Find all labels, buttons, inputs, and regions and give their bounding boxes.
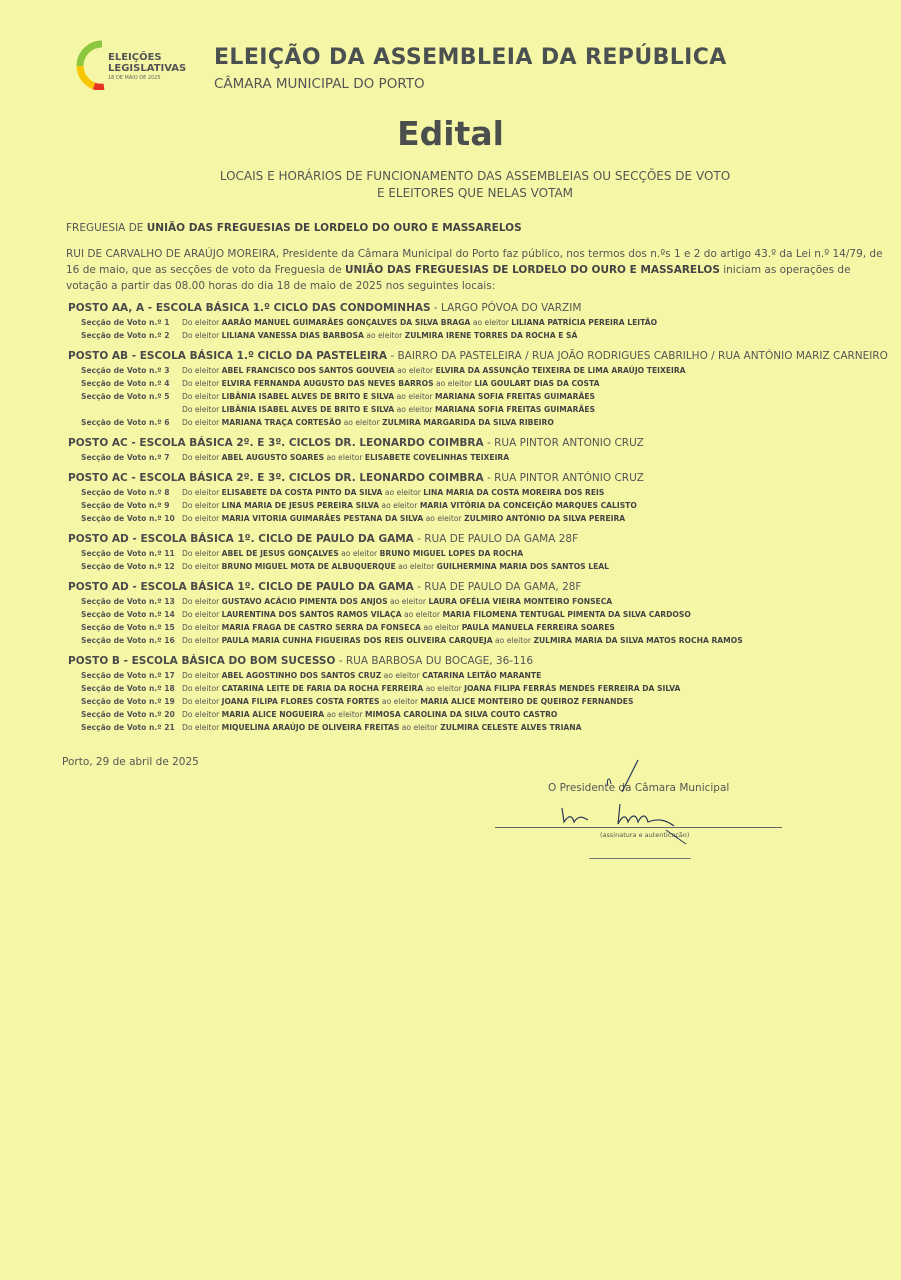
- polling-station: [68, 349, 888, 429]
- voter-range-connector: ao eleitor: [492, 636, 534, 645]
- polling-station-address: - RUA BARBOSA DU BOCAGE, 36-116: [335, 655, 534, 667]
- voter-range-prefix: Do eleitor: [182, 501, 222, 510]
- voter-range-connector: ao eleitor: [394, 392, 436, 401]
- voter-range-connector: ao eleitor: [379, 697, 421, 706]
- voter-range-line: [182, 316, 657, 329]
- voter-to-name: BRUNO MIGUEL LOPES DA ROCHA: [379, 549, 524, 558]
- voter-range-line: [182, 486, 604, 499]
- voter-range: [182, 669, 541, 682]
- voter-range-line: [182, 708, 557, 721]
- voter-range-prefix: Do eleitor: [182, 597, 222, 606]
- voter-range-connector: ao eleitor: [338, 549, 380, 558]
- intro-part-2: iniciam as operações de votação a partir das 08.00 horas do dia 18 de maio de 2025 nos seguintes locais:: [66, 264, 851, 292]
- voter-from-name: MIQUELINA ARAÚJO DE OLIVEIRA FREITAS: [221, 723, 400, 732]
- voter-range-prefix: Do eleitor: [182, 514, 222, 523]
- polling-station: [68, 471, 888, 525]
- voter-range-prefix: Do eleitor: [182, 418, 222, 427]
- intro-freguesia-name: UNIÃO DAS FREGUESIAS DE LORDELO DO OURO E MASSARELOS: [345, 264, 720, 276]
- voter-range-line: [182, 377, 599, 390]
- voter-range: [182, 486, 604, 499]
- voter-range-connector: ao eleitor: [399, 723, 441, 732]
- signature-underline: [589, 858, 691, 859]
- voter-to-name: ELVIRA DA ASSUNÇÃO TEIXEIRA DE LIMA ARAÚJO TEIXEIRA: [435, 366, 686, 375]
- voting-section-label: Secção de Voto n.º 1: [81, 318, 170, 327]
- polling-station: [68, 532, 888, 573]
- voter-range-connector: ao eleitor: [433, 379, 475, 388]
- place-date: Porto, 29 de abril de 2025: [62, 756, 199, 768]
- voter-from-name: JOANA FILIPA FLORES COSTA FORTES: [221, 697, 380, 706]
- voter-range-connector: ao eleitor: [420, 623, 462, 632]
- polling-station: [68, 301, 888, 342]
- voter-range: [182, 316, 657, 329]
- voting-section-label: Secção de Voto n.º 15: [81, 623, 175, 632]
- header-title: ELEIÇÃO DA ASSEMBLEIA DA REPÚBLICA: [214, 45, 727, 70]
- voter-range-connector: ao eleitor: [423, 514, 465, 523]
- voting-section-label: Secção de Voto n.º 13: [81, 597, 175, 606]
- voter-range-connector: ao eleitor: [324, 710, 366, 719]
- polling-station-address: - BAIRRO DA PASTELEIRA / RUA JOÃO RODRIGUES CABRILHO / RUA ANTÓNIO MARIZ CARNEIRO: [386, 350, 888, 362]
- voter-to-name: ZULMIRA IRENE TORRES DA ROCHA E SÁ: [404, 331, 578, 340]
- voter-to-name: LILIANA PATRÍCIA PEREIRA LEITÃO: [511, 318, 658, 327]
- voting-section-label: Secção de Voto n.º 12: [81, 562, 175, 571]
- voting-section-row: [68, 329, 888, 342]
- freguesia-line: [66, 222, 522, 234]
- voter-range-prefix: Do eleitor: [182, 331, 222, 340]
- voting-section-row: [68, 682, 888, 695]
- voter-range: [182, 377, 599, 390]
- voter-range-connector: ao eleitor: [324, 453, 365, 462]
- voting-section-row: [68, 708, 888, 721]
- voting-section-label: Secção de Voto n.º 8: [81, 488, 170, 497]
- voter-range-connector: ao eleitor: [394, 405, 436, 414]
- freguesia-name: UNIÃO DAS FREGUESIAS DE LORDELO DO OURO E MASSARELOS: [146, 222, 522, 234]
- voting-section-row: [68, 499, 888, 512]
- voter-range-connector: ao eleitor: [423, 684, 465, 693]
- voter-to-name: PAULA MANUELA FERREIRA SOARES: [461, 623, 615, 632]
- voter-range-connector: ao eleitor: [395, 562, 437, 571]
- voter-to-name: LINA MARIA DA COSTA MOREIRA DOS REIS: [423, 488, 605, 497]
- polling-station-name: POSTO AB - ESCOLA BÁSICA 1.º CICLO DA PASTELEIRA: [68, 350, 387, 362]
- voter-from-name: MARIANA TRAÇA CORTESÃO: [221, 418, 342, 427]
- voter-range: [182, 364, 686, 377]
- polling-station-address: - LARGO PÓVOA DO VARZIM: [430, 302, 582, 314]
- voter-range: [182, 608, 691, 621]
- polling-station-heading: [68, 436, 888, 451]
- voting-section-label: Secção de Voto n.º 19: [81, 697, 175, 706]
- voter-to-name: MARIA ALICE MONTEIRO DE QUEIROZ FERNANDES: [420, 697, 634, 706]
- polling-station: [68, 580, 888, 647]
- voter-range: [182, 390, 595, 416]
- voter-range-connector: ao eleitor: [382, 488, 424, 497]
- voter-range-prefix: Do eleitor: [182, 405, 222, 414]
- freguesia-prefix: FREGUESIA DE: [66, 222, 147, 234]
- polling-station-name: POSTO AD - ESCOLA BÁSICA 1º. CICLO DE PAULO DA GAMA: [68, 533, 414, 545]
- polling-station-name: POSTO AA, A - ESCOLA BÁSICA 1.º CICLO DAS CONDOMINHAS: [68, 302, 431, 314]
- voter-range-connector: ao eleitor: [379, 501, 420, 510]
- voter-from-name: LIBÂNIA ISABEL ALVES DE BRITO E SILVA: [221, 392, 395, 401]
- polling-stations-list: [68, 301, 888, 741]
- voter-range-prefix: Do eleitor: [182, 636, 222, 645]
- voter-range-line: [182, 364, 686, 377]
- voter-range-line: [182, 499, 637, 512]
- voting-section-label: Secção de Voto n.º 10: [81, 514, 175, 523]
- voting-section-row: [68, 560, 888, 573]
- voter-range-line: [182, 669, 541, 682]
- voter-range-line: [182, 416, 554, 429]
- polling-station-heading: [68, 580, 888, 595]
- voter-from-name: ABEL AUGUSTO SOARES: [221, 453, 325, 462]
- voting-section-label: Secção de Voto n.º 7: [81, 453, 170, 462]
- logo-line-1: ELEIÇÕES: [108, 52, 162, 63]
- polling-station-heading: [68, 471, 888, 486]
- signature-caption: (assinatura e autenticação): [600, 831, 690, 839]
- polling-station-name: POSTO AD - ESCOLA BÁSICA 1º. CICLO DE PAULO DA GAMA: [68, 581, 414, 593]
- voter-range-prefix: Do eleitor: [182, 453, 222, 462]
- voter-from-name: LINA MARIA DE JESUS PEREIRA SILVA: [221, 501, 380, 510]
- voter-to-name: ZULMIRO ANTÓNIO DA SILVA PEREIRA: [464, 514, 626, 523]
- voter-to-name: JOANA FILIPA FERRÁS MENDES FERREIRA DA SILVA: [464, 684, 681, 693]
- voting-section-row: [68, 390, 888, 416]
- voter-range: [182, 708, 557, 721]
- voter-from-name: AARÃO MANUEL GUIMARÃES GONÇALVES DA SILVA BRAGA: [221, 318, 471, 327]
- voter-to-name: MARIA VITÓRIA DA CONCEIÇÃO MARQUES CALISTO: [419, 501, 637, 510]
- voter-range: [182, 451, 509, 464]
- voter-range: [182, 512, 625, 525]
- voter-range-prefix: Do eleitor: [182, 697, 222, 706]
- voter-from-name: MARIA VITORIA GUIMARÃES PESTANA DA SILVA: [221, 514, 424, 523]
- voting-section-label: Secção de Voto n.º 4: [81, 379, 170, 388]
- voter-to-name: MIMOSA CAROLINA DA SILVA COUTO CASTRO: [365, 710, 558, 719]
- voter-range-line: [182, 682, 680, 695]
- header-subtitle: CÂMARA MUNICIPAL DO PORTO: [214, 76, 425, 92]
- voter-to-name: MARIANA SOFIA FREITAS GUIMARÃES: [435, 392, 596, 401]
- voter-from-name: ABEL DE JESUS GONÇALVES: [221, 549, 339, 558]
- voter-range-line: [182, 390, 595, 403]
- polling-station-address: - RUA PINTOR ANTONIO CRUZ: [483, 437, 644, 449]
- voting-section-row: [68, 364, 888, 377]
- polling-station-heading: [68, 349, 888, 364]
- voting-section-label: Secção de Voto n.º 6: [81, 418, 170, 427]
- voter-range-line: [182, 451, 509, 464]
- voter-from-name: MARIA FRAGA DE CASTRO SERRA DA FONSECA: [221, 623, 421, 632]
- voter-range-line: [182, 595, 612, 608]
- voter-range-prefix: Do eleitor: [182, 723, 222, 732]
- polling-station-heading: [68, 654, 888, 669]
- voting-section-row: [68, 608, 888, 621]
- intro-part-1: RUI DE CARVALHO DE ARAÚJO MOREIRA, Presidente da Câmara Municipal do Porto faz público, nos termos dos n.ºs 1 e 2 do artigo 43.º da Lei n.º 14/79, de 16 de maio, que as secções de voto da Freguesia de: [66, 248, 883, 276]
- voter-range-prefix: Do eleitor: [182, 671, 222, 680]
- voting-section-label: Secção de Voto n.º 21: [81, 723, 175, 732]
- voter-to-name: LAURA OFÉLIA VIEIRA MONTEIRO FONSECA: [428, 597, 613, 606]
- voter-range-line: [182, 621, 615, 634]
- document-subtitle-line-1: LOCAIS E HORÁRIOS DE FUNCIONAMENTO DAS ASSEMBLEIAS OU SECÇÕES DE VOTO: [219, 169, 731, 183]
- handwritten-signature: [548, 756, 698, 856]
- voter-range-connector: ao eleitor: [381, 671, 423, 680]
- voter-range-connector: ao eleitor: [394, 366, 436, 375]
- voter-range: [182, 499, 637, 512]
- voting-section-label: Secção de Voto n.º 16: [81, 636, 175, 645]
- voting-section-label: Secção de Voto n.º 5: [81, 392, 170, 401]
- voter-to-name: ELISABETE COVELINHAS TEIXEIRA: [364, 453, 510, 462]
- polling-station-address: - RUA PINTOR ANTÓNIO CRUZ: [483, 472, 644, 484]
- polling-station-name: POSTO AC - ESCOLA BÁSICA 2º. E 3º. CICLOS DR. LEONARDO COIMBRA: [68, 472, 484, 484]
- voter-range-prefix: Do eleitor: [182, 488, 222, 497]
- voter-to-name: ZULMIRA MARIA DA SILVA MATOS ROCHA RAMOS: [533, 636, 743, 645]
- voter-range-prefix: Do eleitor: [182, 623, 222, 632]
- voting-section-row: [68, 451, 888, 464]
- voter-range-prefix: Do eleitor: [182, 684, 222, 693]
- voting-section-row: [68, 512, 888, 525]
- voting-section-row: [68, 486, 888, 499]
- voter-range-line: [182, 547, 523, 560]
- voting-section-label: Secção de Voto n.º 2: [81, 331, 170, 340]
- polling-station-address: - RUA DE PAULO DA GAMA, 28F: [413, 581, 582, 593]
- voting-section-label: Secção de Voto n.º 14: [81, 610, 175, 619]
- voting-section-row: [68, 377, 888, 390]
- document-subtitle-line-2: E ELEITORES QUE NELAS VOTAM: [376, 186, 574, 200]
- voter-range-prefix: Do eleitor: [182, 366, 222, 375]
- voter-range: [182, 416, 554, 429]
- logo-line-2: LEGISLATIVAS: [108, 63, 187, 74]
- logo-line-3: 18 DE MAIO DE 2025: [108, 75, 161, 81]
- polling-station-heading: [68, 532, 888, 547]
- voter-range-prefix: Do eleitor: [182, 562, 222, 571]
- voter-range-line: [182, 512, 625, 525]
- voting-section-row: [68, 316, 888, 329]
- voting-section-row: [68, 634, 888, 647]
- voter-range-prefix: Do eleitor: [182, 392, 222, 401]
- president-title: O Presidente da Câmara Municipal: [548, 782, 730, 794]
- voter-from-name: LAURENTINA DOS SANTOS RAMOS VILAÇA: [221, 610, 402, 619]
- voter-range: [182, 547, 523, 560]
- voter-range-line: [182, 403, 595, 416]
- voter-range-line: [182, 560, 609, 573]
- voter-range-line: [182, 329, 577, 342]
- voter-range-prefix: Do eleitor: [182, 549, 222, 558]
- voter-range: [182, 682, 680, 695]
- voter-range-prefix: Do eleitor: [182, 610, 222, 619]
- voter-range-line: [182, 608, 691, 621]
- voter-range-connector: ao eleitor: [363, 331, 405, 340]
- voter-from-name: LILIANA VANESSA DIAS BARBOSA: [221, 331, 364, 340]
- polling-station-address: - RUA DE PAULO DA GAMA 28F: [413, 533, 579, 545]
- document-subtitle: [200, 168, 750, 202]
- voting-section-row: [68, 595, 888, 608]
- polling-station: [68, 654, 888, 734]
- voting-section-label: Secção de Voto n.º 20: [81, 710, 175, 719]
- voter-range-connector: ao eleitor: [401, 610, 443, 619]
- voter-from-name: BRUNO MIGUEL MOTA DE ALBUQUERQUE: [221, 562, 396, 571]
- voter-to-name: ZULMIRA CELESTE ALVES TRIANA: [440, 723, 582, 732]
- voter-to-name: MARIA FILOMENA TENTUGAL PIMENTA DA SILVA CARDOSO: [442, 610, 691, 619]
- logo-emblem-icon: [74, 40, 108, 90]
- voting-section-row: [68, 416, 888, 429]
- voter-range-prefix: Do eleitor: [182, 379, 222, 388]
- voter-to-name: MARIANA SOFIA FREITAS GUIMARÃES: [435, 405, 596, 414]
- voting-section-label: Secção de Voto n.º 3: [81, 366, 170, 375]
- intro-paragraph: [66, 246, 886, 294]
- voter-range: [182, 721, 582, 734]
- voting-section-row: [68, 669, 888, 682]
- voter-range-prefix: Do eleitor: [182, 318, 222, 327]
- voter-from-name: ELVIRA FERNANDA AUGUSTO DAS NEVES BARROS: [221, 379, 434, 388]
- voter-from-name: ABEL FRANCISCO DOS SANTOS GOUVEIA: [221, 366, 395, 375]
- voting-section-label: Secção de Voto n.º 17: [81, 671, 175, 680]
- voter-range-connector: ao eleitor: [470, 318, 512, 327]
- voter-to-name: LIA GOULART DIAS DA COSTA: [474, 379, 600, 388]
- voter-from-name: ABEL AGOSTINHO DOS SANTOS CRUZ: [221, 671, 382, 680]
- voter-range: [182, 329, 577, 342]
- voting-section-label: Secção de Voto n.º 18: [81, 684, 175, 693]
- voter-from-name: GUSTAVO ACÁCIO PIMENTA DOS ANJOS: [221, 597, 388, 606]
- elections-logo: [74, 40, 187, 92]
- voter-range: [182, 621, 615, 634]
- voting-section-row: [68, 621, 888, 634]
- voting-section-row: [68, 547, 888, 560]
- voter-from-name: MARIA ALICE NOGUEIRA: [221, 710, 325, 719]
- voter-range: [182, 560, 609, 573]
- voter-range-line: [182, 695, 633, 708]
- voter-range: [182, 695, 633, 708]
- voting-section-row: [68, 695, 888, 708]
- voter-range-connector: ao eleitor: [341, 418, 383, 427]
- polling-station-heading: [68, 301, 888, 316]
- polling-station-name: POSTO AC - ESCOLA BÁSICA 2º. E 3º. CICLOS DR. LEONARDO COIMBRA: [68, 437, 484, 449]
- voting-section-label: Secção de Voto n.º 9: [81, 501, 170, 510]
- polling-station: [68, 436, 888, 464]
- voter-range-connector: ao eleitor: [387, 597, 429, 606]
- voter-range-line: [182, 721, 582, 734]
- document-title: Edital: [397, 114, 504, 153]
- voter-to-name: ZULMIRA MARGARIDA DA SILVA RIBEIRO: [382, 418, 554, 427]
- voter-range-prefix: Do eleitor: [182, 710, 222, 719]
- polling-station-name: POSTO B - ESCOLA BÁSICA DO BOM SUCESSO: [68, 655, 336, 667]
- voter-from-name: ELISABETE DA COSTA PINTO DA SILVA: [221, 488, 383, 497]
- voter-from-name: PAULA MARIA CUNHA FIGUEIRAS DOS REIS OLIVEIRA CARQUEJA: [221, 636, 493, 645]
- voter-from-name: CATARINA LEITE DE FARIA DA ROCHA FERREIRA: [221, 684, 424, 693]
- voter-range-line: [182, 634, 743, 647]
- voter-to-name: CATARINA LEITÃO MARANTE: [422, 671, 542, 680]
- voting-section-label: Secção de Voto n.º 11: [81, 549, 175, 558]
- voter-range: [182, 634, 743, 647]
- voter-to-name: GUILHERMINA MARIA DOS SANTOS LEAL: [436, 562, 610, 571]
- voter-from-name: LIBÂNIA ISABEL ALVES DE BRITO E SILVA: [221, 405, 395, 414]
- voter-range: [182, 595, 612, 608]
- voting-section-row: [68, 721, 888, 734]
